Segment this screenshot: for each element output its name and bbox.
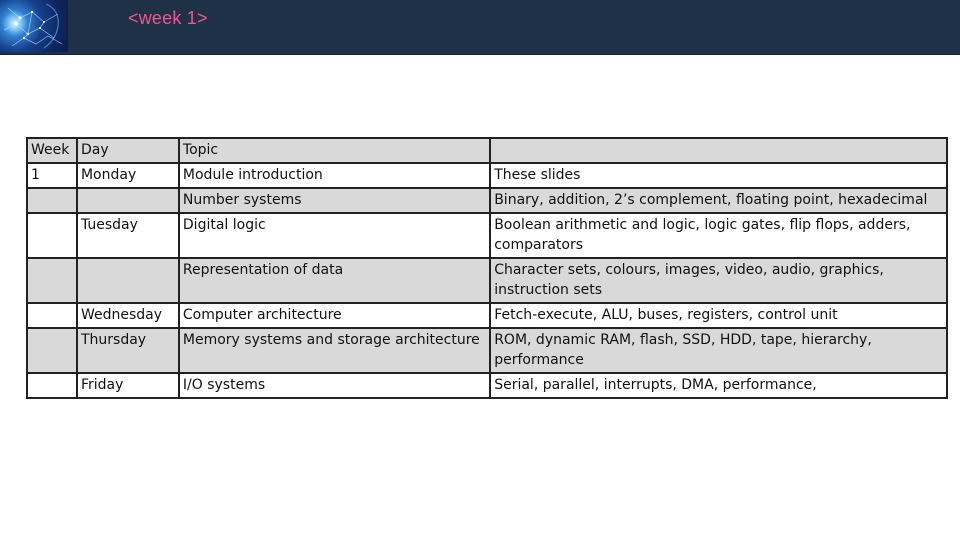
table-row [27,163,947,188]
table-row [27,213,947,258]
table-row [27,188,947,213]
cell-topic: Digital logic [179,213,490,258]
cell-week [27,258,77,303]
cell-day: Wednesday [77,303,179,328]
cell-day [77,258,179,303]
table-row [27,258,947,303]
cell-day: Friday [77,373,179,398]
cell-week [27,373,77,398]
header-day: Day [77,138,179,163]
cell-day: Thursday [77,328,179,373]
cell-topic: Number systems [179,188,490,213]
cell-detail: These slides [490,163,947,188]
cell-topic: Memory systems and storage architecture [179,328,490,373]
header-bar [0,0,960,55]
table-row [27,328,947,373]
cell-topic: I/O systems [179,373,490,398]
cell-topic: Module introduction [179,163,490,188]
cell-detail: Fetch-execute, ALU, buses, registers, control unit [490,303,947,328]
header-detail [490,138,947,163]
table-row [27,303,947,328]
cell-topic: Computer architecture [179,303,490,328]
cell-day [77,188,179,213]
cell-detail: Boolean arithmetic and logic, logic gates, flip flops, adders, comparators [490,213,947,258]
cell-detail: ROM, dynamic RAM, flash, SSD, HDD, tape, hierarchy, performance [490,328,947,373]
cell-detail: Character sets, colours, images, video, audio, graphics, instruction sets [490,258,947,303]
cell-week [27,188,77,213]
cell-week [27,213,77,258]
cell-week: 1 [27,163,77,188]
slide-title: <week 1> [128,8,208,28]
cell-detail: Serial, parallel, interrupts, DMA, performance, [490,373,947,398]
table-header-row [27,138,947,163]
schedule-table [26,137,948,399]
cell-topic: Representation of data [179,258,490,303]
table-row [27,373,947,398]
cell-day: Tuesday [77,213,179,258]
cell-detail: Binary, addition, 2’s complement, floating point, hexadecimal [490,188,947,213]
cell-day: Monday [77,163,179,188]
cell-week [27,328,77,373]
header-topic: Topic [179,138,490,163]
header-week: Week [27,138,77,163]
brain-circuit-logo [0,0,68,52]
cell-week [27,303,77,328]
